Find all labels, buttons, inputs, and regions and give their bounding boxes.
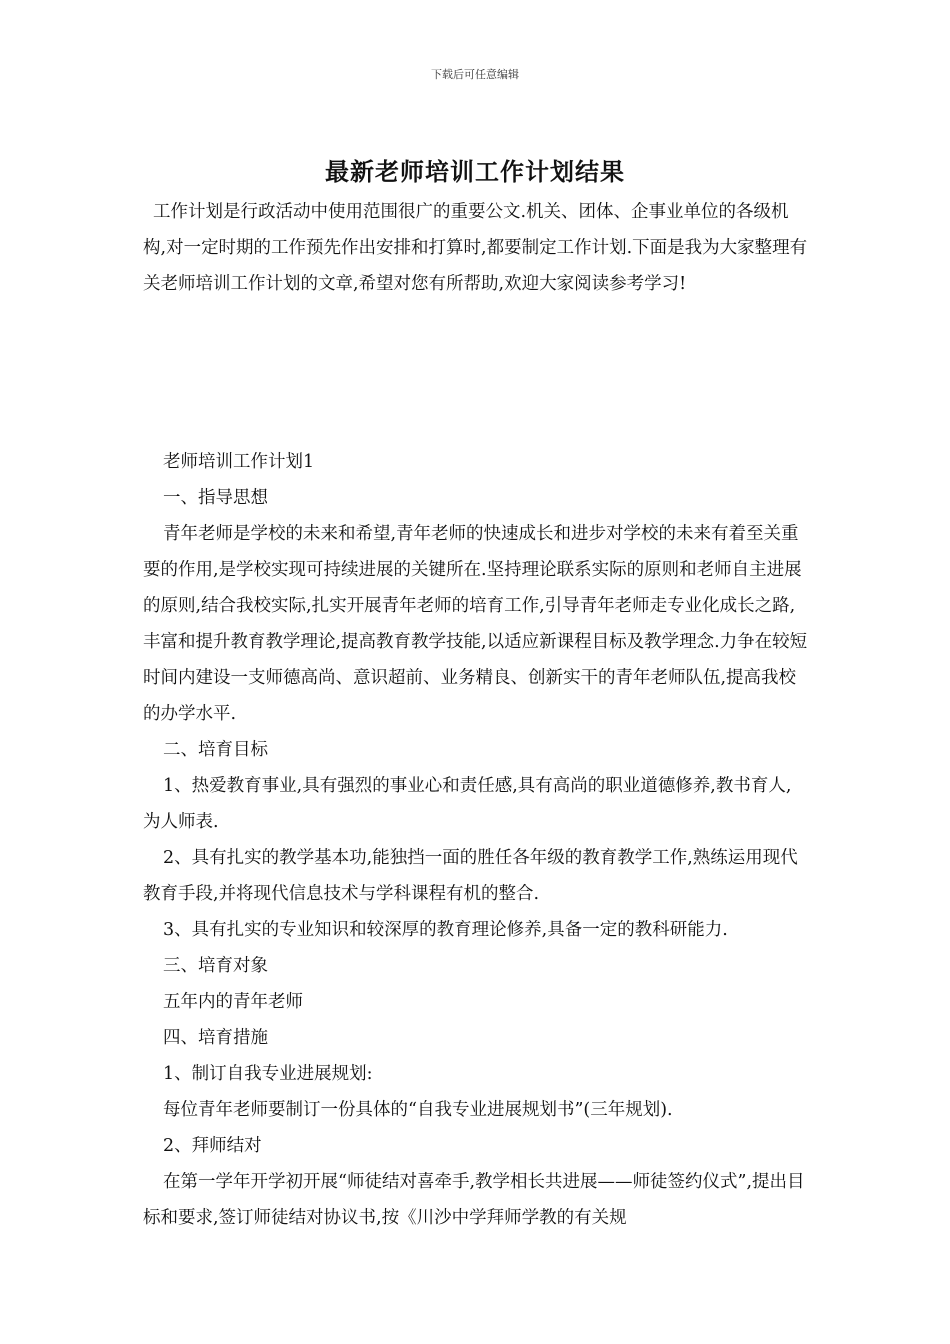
- section-heading: 一、指导思想: [163, 488, 268, 508]
- header-note: 下载后可任意编辑: [431, 68, 519, 81]
- list-item: 3、具有扎实的专业知识和较深厚的教育理论修养,具备一定的教科研能力.: [163, 920, 728, 940]
- list-item: 2、具有扎实的教学基本功,能独挡一面的胜任各年级的教育教学工作,熟练运用现代教育手段,并将现代信息技术与学科课程有机的整合.: [143, 848, 798, 904]
- section-heading: 二、培育目标: [163, 740, 268, 760]
- paragraph: 五年内的青年老师: [163, 992, 303, 1012]
- paragraph: 青年老师是学校的未来和希望,青年老师的快速成长和进步对学校的未来有着至关重要的作用,是学校实现可持续进展的关键所在.坚持理论联系实际的原则和老师自主进展的原则,结合我校实际,扎实开展青年老师的培育工作,引导青年老师走专业化成长之路,丰富和提升教育教学理论,提高教育教学技能,以适应新课程目标及教学理念.力争在较短时间内建设一支师德高尚、意识超前、业务精良、创新实干的青年老师队伍,提高我校的办学水平.: [143, 524, 808, 724]
- document-body: [143, 444, 808, 1236]
- section-heading-plan-1: 老师培训工作计划1: [163, 452, 315, 472]
- section-heading: 三、培育对象: [163, 956, 268, 976]
- paragraph: 每位青年老师要制订一份具体的“自我专业进展规划书”(三年规划).: [163, 1100, 673, 1120]
- document-title: 最新老师培训工作计划结果: [325, 157, 625, 186]
- paragraph: 在第一学年开学初开展“师徒结对喜牵手,教学相长共进展——师徒签约仪式”,提出目标和要求,签订师徒结对协议书,按《川沙中学拜师学教的有关规: [143, 1172, 805, 1228]
- list-item: 1、制订自我专业进展规划:: [163, 1064, 373, 1084]
- list-item: 2、拜师结对: [163, 1136, 262, 1156]
- intro-paragraph: 工作计划是行政活动中使用范围很广的重要公文.机关、团体、企事业单位的各级机构,对一定时期的工作预先作出安排和打算时,都要制定工作计划.下面是我为大家整理有关老师培训工作计划的文章,希望对您有所帮助,欢迎大家阅读参考学习!: [143, 202, 808, 294]
- list-item: 1、热爱教育事业,具有强烈的事业心和责任感,具有高尚的职业道德修养,教书育人,为人师表.: [143, 776, 792, 832]
- section-heading: 四、培育措施: [163, 1028, 268, 1048]
